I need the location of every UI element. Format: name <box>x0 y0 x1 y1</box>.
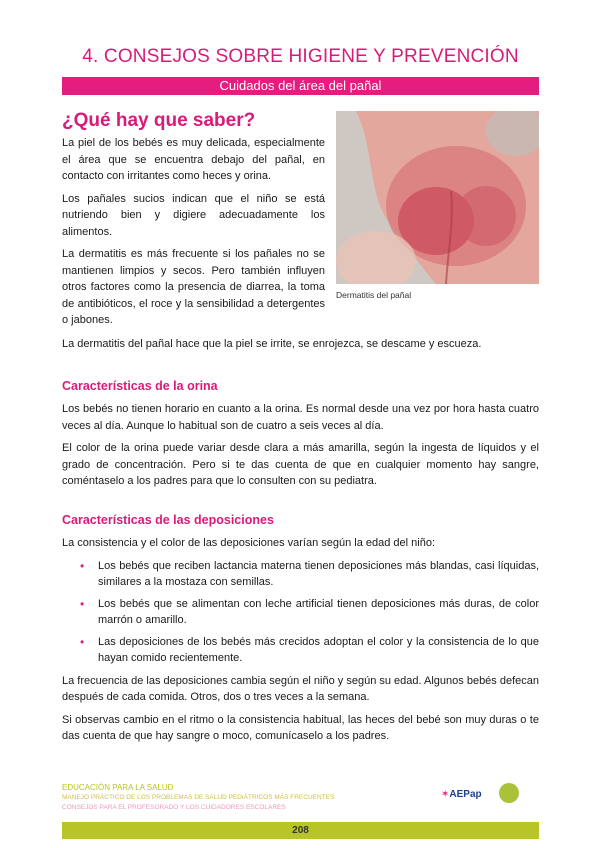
intro-paragraph: La dermatitis es más frecuente si los pañales no se mantienen limpios y secos. Pero también influyen otros factores como la presencia de diarrea, la toma de antibióticos, el roce y la sensibilidad a detergentes o jabones. <box>62 248 325 326</box>
orina-paragraph: Los bebés no tienen horario en cuanto a la orina. Es normal desde una vez por hora hasta cuatro veces al día. Aunque lo habitual son de cuatro a seis veces al día. <box>62 403 539 432</box>
list-item: • Los bebés que reciben lactancia materna tienen deposiciones más blandas, casi líquidas, similares a la mostaza con semillas. <box>80 558 539 588</box>
summary-paragraph: La dermatitis del pañal hace que la piel se irrite, se enrojezca, se descame y escueza. <box>62 338 482 350</box>
diaper-dermatitis-photo <box>336 111 539 284</box>
dermatitis-summary <box>62 336 539 359</box>
footer-line: MANEJO PRÁCTICO DE LOS PROBLEMAS DE SALUD PEDIÁTRICOS MÁS FRECUENTES <box>62 794 335 801</box>
footer-line: CONSEJOS PARA EL PROFESORADO Y LOS CUIDADORES ESCOLARES <box>62 804 286 811</box>
chapter-title: 4. CONSEJOS SOBRE HIGIENE Y PREVENCIÓN <box>82 46 519 67</box>
deposiciones-heading: Características de las deposiciones <box>62 513 274 527</box>
partner-logo-icon <box>499 783 519 803</box>
intro-column <box>62 135 325 335</box>
orina-heading: Características de la orina <box>62 379 218 393</box>
intro-heading: ¿Qué hay que saber? <box>62 110 256 131</box>
footer-publication-info <box>62 783 334 813</box>
deposiciones-intro: La consistencia y el color de las deposiciones varían según la edad del niño: <box>62 537 436 549</box>
orina-paragraph: El color de la orina puede variar desde clara a más amarilla, según la ingesta de líquidos y el grado de concentración. Pero si te das cuenta de que en cualquier momento hay sangre, coméntaselo a los padres para que lo consulten con su pediatra. <box>62 442 539 487</box>
bullet-icon: • <box>80 596 85 611</box>
deposiciones-section <box>62 535 539 751</box>
aepap-logo: ✶AEPap <box>441 789 482 800</box>
list-item: • Las deposiciones de los bebés más crecidos adoptan el color y la consistencia de lo que hayan comido recientemente. <box>80 634 539 664</box>
orina-section <box>62 401 539 496</box>
section-title-bar: Cuidados del área del pañal <box>62 77 539 95</box>
deposiciones-list <box>62 558 539 667</box>
deposiciones-paragraph: La frecuencia de las deposiciones cambia según el niño y según su edad. Algunos bebés defecan después de cada comida. Otros, dos o tres veces a la semana. <box>62 674 540 703</box>
page-number: 208 <box>62 822 539 839</box>
intro-paragraph: La piel de los bebés es muy delicada, especialmente el área que se encuentra debajo del pañal, en contacto con irritantes como heces y orina. <box>62 137 325 182</box>
intro-paragraph: Los pañales sucios indican que el niño se está nutriendo bien y digiere adecuadamente los alimentos. <box>62 192 325 238</box>
list-item: • Los bebés que se alimentan con leche artificial tienen deposiciones más duras, de color marrón o amarillo. <box>80 596 539 626</box>
star-icon: ✶ <box>441 789 450 800</box>
deposiciones-paragraph: Si observas cambio en el ritmo o la consistencia habitual, las heces del bebé son muy duras o te das cuenta de que hay sangre o moco, comunícaselo a los padres. <box>62 713 539 742</box>
footer-line: EDUCACIÓN PARA LA SALUD <box>62 783 174 792</box>
photo-caption: Dermatitis del pañal <box>336 290 412 300</box>
bullet-icon: • <box>80 558 85 573</box>
bullet-icon: • <box>80 634 85 649</box>
